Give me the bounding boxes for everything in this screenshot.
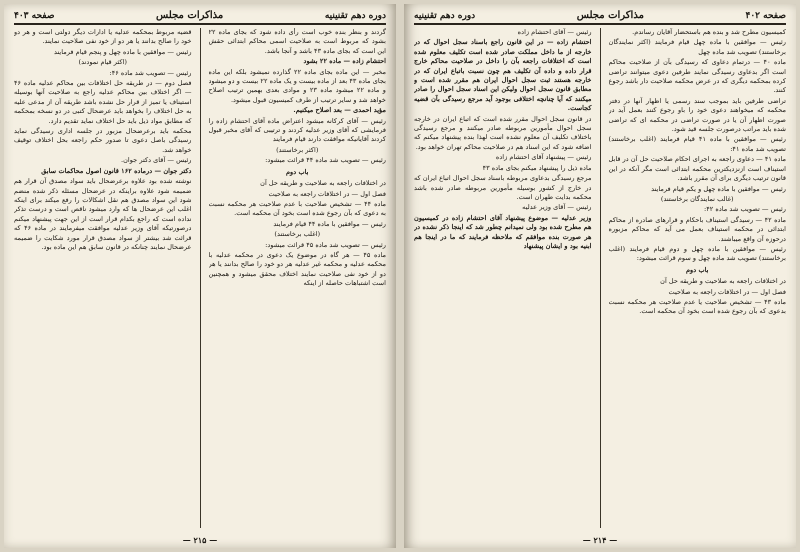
paragraph: رئیس — تصویب شد ماده ۴۵ قرائت میشود: xyxy=(265,240,386,249)
speaker-paragraph: احتشام زاده — ماده ۲۲ بشود xyxy=(303,57,386,66)
paragraph: در اختلافات راجعه به صلاحیت و طریقه حل آن xyxy=(260,179,386,188)
speaker-paragraph: مؤید احمدی — بعد اصلاح میکنیم. xyxy=(293,106,386,115)
vote-result: (اکثر برخاستند) xyxy=(276,145,319,154)
left-page-columns xyxy=(14,28,386,528)
left-page xyxy=(4,4,396,548)
left-folio: — ۲۱۵ — xyxy=(182,535,218,545)
paragraph: ماده ۴۴ — تشخیص صلاحیت با عدم صلاحیت هر محکمه نسبت به دعوی که بآن رجوع شده است بخود آن محکمه است. xyxy=(208,199,386,218)
paragraph: رئیس — آقای وزیر عدلیه xyxy=(522,203,592,212)
paragraph: ماده ۴۲ — رسیدگی استیناف باحکام و قرارهای صادره از محاکم ابتدائی در محکمه استیناف بعمل می آید که محاکم مزبوره درحوزه آن واقع میباشند. xyxy=(608,215,786,243)
right-page-number: صفحه ۴۰۲ xyxy=(745,10,786,21)
right-page xyxy=(404,4,796,548)
paragraph: رئیس — موافقین با ماده ۴۱ قیام فرمایند (اغلب برخاستند) تصویب شد ماده ۴۱: xyxy=(608,135,786,153)
left-page-column-left xyxy=(14,28,192,528)
speaker-paragraph: دکتر جوان — درماده ۱۶۲ قانون اصول محاکمات سابق xyxy=(41,166,192,175)
paragraph: ماده ۴۳ — تشخیص صلاحیت یا عدم صلاحیت هر محکمه نسبت بدعوی که بآن رجوع شده است بخود آن محکمه است. xyxy=(608,297,786,316)
paragraph: مخبر — این ماده بجای ماده ۲۲ گذارده نمیشود بلکه این ماده بجای ماده ۴۳ بعد از ماده بیست و یک ماده ۲۲ بیست و دو میشود و ماده ۲۲ میشود ماده ۲۳ و موادی بعدی بهمین ترتیب اصلاح خواهد شد و سایر ترتیب از طرف کمیسیون قبول میشود. xyxy=(208,67,386,104)
paragraph: ماده ۴۱ — دعاوی راجعه به اجرای احکام صلاحیت حل آن در قابل استیناف است ازنزدیکترین محکمه ابتدائی است مگر آنکه در این قانون ترتیب دیگری برای آن مقرر باشد. xyxy=(608,155,786,183)
paragraph: رئیس — موافقین با ماده چهل قیام فرمایند (اکثر نمایندگان برخاستند) تصویب شد ماده چهل xyxy=(608,38,786,56)
paragraph: فصل اول — در اختلافات راجعه به صلاحیت xyxy=(668,287,786,296)
paragraph: ماده ۴۰ — درتمام دعاوی که رسیدگی بآن از صلاحیت محاکم است اگر بدعاوی رسیدگی نمایند طرفین دعوی میتوانند تراضی کرده بمحکمه دیگری که در عرض محکمه صلاحیت دار باشد رجوع کنند. xyxy=(608,58,786,95)
left-page-column-right xyxy=(209,28,387,528)
paragraph: رئیس — تصویب شد ماده ۴۴ قرائت میشود: xyxy=(265,156,386,165)
left-session-label: دوره دهم تقنینیه xyxy=(324,10,386,21)
paragraph: رئیس — تصویب شد ماده ۴۶: xyxy=(109,68,192,77)
paragraph: ماده ذیل را پیشنهاد میکنم بجای ماده ۴۳ xyxy=(482,163,592,172)
paragraph: مرجع رسیدگی بدعاوی مربوطه باسناد سجل احوال اتباع ایران که در خارج از کشور بوسیله مأمورین مربوطه صادر شده باشد محکمه بدایت طهران است. xyxy=(414,174,592,201)
paragraph: ماده ۴۵ — هر گاه در موضوع یک دعوی در محکمه عدلیه با محکمه عدلیه و محکمه غیر عدلیه هر دو خود را صالح بدانند یا هر دو از خود نفی صلاحیت نمایند اختلاف محقق میشود و همچنین است اشتباهات حاصله از اینکه xyxy=(208,250,386,288)
paragraph: محکمه باید برعرضحال مزبور در جلسه اداری رسیدگی نماید رسیدگی باصل دعوی تا صدور حکم راجعه بحل اختلاف توقیف خواهد شد. xyxy=(14,127,192,154)
right-page-columns xyxy=(414,28,786,528)
vote-result: (اکثر قیام نمودند) xyxy=(78,58,127,67)
speaker-paragraph: احتشام زاده — در این قانون راجع باسناد سجل احوال که در خارجه از ما داخل مملکت صادر شده است تکلیف معلوم شده است که اختلافات راجعه بآن را داخل در صلاحیت محاکم خارج قرار داده و داده آن تکلیف هم چون نسبت باتباع ایران که در خارجه هستند ثبت سجل احوال ایران هم مقرر شده است و مطابق قانون سجل احوال ولیکن این اسناد سجل احوال را صادر میکنند که آیا چنانچه اختلافی بوجود آید مرجع رسیدگی بآن قضیه کجاست. xyxy=(414,38,592,113)
right-session-label: دوره دهم تقنینیه xyxy=(414,10,476,21)
left-page-title: مذاکرات مجلس xyxy=(156,10,224,21)
paragraph: رئیس — موافقین با ماده چهل و دوم قیام فرمایند (اغلب برخاستند) تصویب شد ماده چهل و سوم قرائت میشود: xyxy=(608,244,786,263)
vote-result: (غالب نمایندگان برخاستند) xyxy=(660,194,734,203)
right-page-column-left xyxy=(414,28,592,528)
paragraph: گردند و بنظر بنده خوب است رأی داده شود که بجای ماده ۲۲ بشود که مربوط است به صلاحیت اسمی محاکم ابتدائی حقش این است که بجای ماده ۴۳ باشد و آنجا باشد. xyxy=(208,28,386,55)
paragraph: در قانون سجل احوال مقرر شده است که اتباع ایران در خارجه سجل احوال مأمورین مربوطه صادر میکنند و مرجع رسیدگی باختلاف تکلیف آن معلوم نشده است لهذا بنده پیشنهاد میکنم که اضافه شود که این اسناد هم در صلاحیت محاکم تهران خواهد بود. xyxy=(414,114,592,151)
paragraph: رئیس — آقای کرکانه میشود اعتراض ماده آقای احتشام زاده را فرمایشی که آقای وزیر عدلیه کردند و ترتیبی که آقای مخبر قبول کردند آقایانیکه موافقت دارند قیام فرمایند xyxy=(208,116,386,144)
section-heading: باب دوم xyxy=(285,167,309,176)
paragraph: نوشته شده بود علاوه برعرضحال باید سواد مصدق آن قرار هم ضمیمه شود علاوه براینکه در عرضحال مسئله ذکر شده منضم شود این سواد مصدق هم نقل اشکالات را رفع میکند برای اینکه اغلب این عرضحال ها که وارد میشود ناقص است و درست تذکر نداده است که راجع بکدام قرار است از این جهت پیشنهاد میکنم درصورتیکه آقای وزیر عدلیه موافقت میفرمایند در ماده ۴۶ که قرائت شد بیشتر از سواد مصدق قرار مورد شکایت را ضمیمه عرضحال نمایند چنانکه در قانون سابق هم این ماده بود. xyxy=(14,177,192,251)
paragraph: کمیسیون مطرح شد و بنده هم باستحضار آقایان رساندم. xyxy=(632,28,786,36)
left-page-header xyxy=(14,10,386,25)
paragraph: رئیس — آقای دکتر جوان. xyxy=(120,156,192,165)
right-page-title: مذاکرات مجلس xyxy=(576,10,644,21)
paragraph: رئیس — تصویب شد ماده ۴۲: xyxy=(703,205,786,214)
paragraph: رئیس — موافقین با ماده چهل و پنجم قیام فرمایند xyxy=(53,47,192,56)
column-divider xyxy=(600,28,601,528)
right-page-header xyxy=(414,10,786,25)
paragraph: رئیس — موافقین با ماده ۴۴ قیام فرمایند xyxy=(273,219,386,228)
paragraph: در اختلافات راجعه به صلاحیت و طریقه حل آن xyxy=(660,277,786,286)
paragraph: رئیس — موافقین با ماده چهل و یکم قیام فرمایند xyxy=(651,184,786,193)
paragraph: رئیس — پیشنهاد آقای احتشام زاده xyxy=(495,153,592,162)
right-page-column-right xyxy=(609,28,787,528)
paragraph: قضیه مربوط بمحکمه عدلیه یا ادارات دیگر دولتی است و هر دو خود را صالح بدانند یا هر دو از خود نفی صلاحیت نمایند. xyxy=(14,28,192,46)
paragraph: فصل دوم — در طریقه حل اختلافات بین محاکم عدلیه ماده ۴۶ — اگر اختلاف بین محاکم عدلیه راجع به صلاحیت آنها بوسیله استیناف یا تمیز از قرار حل نشده باشد طریقه آن از مدعی علیه به حل اختلاف را بخواهد باید عرضحال کتبی در دو نسخه بمحکمه که مطابق مواد ذیل باید حل اختلاف نماید تقدیم دارد. xyxy=(14,79,192,125)
speaker-paragraph: وزیر عدلیه — موضوع پیشنهاد آقای احتشام زاده در کمیسیون هم مطرح شده بود ولی نمیدانم چطور شد که اینجا ذکر نشده در هر صورت بنده موافقم که ملاحظه فرمایند که ما در اینجا هم ابنیه بود و ایشان پیشنهاد xyxy=(414,213,592,250)
column-divider xyxy=(200,28,201,528)
paragraph: تراضی طرفین باید بموجب سند رسمی یا اظهار آنها در دفتر محکمه که میخواهند دعوی خود را باو رجوع کنند بعمل آید در صورت اظهار آن یا در صورت تراضی در محکمه ای که تراضی شده باید مراتب درصورت جلسه قید شود. xyxy=(608,96,786,134)
book-spread xyxy=(4,4,796,548)
vote-result: (اغلب برخاستند) xyxy=(274,230,321,239)
paragraph: فصل اول — در اختلافات راجعه به صلاحیت xyxy=(268,189,386,198)
paragraph: رئیس — آقای احتشام زاده xyxy=(517,28,592,36)
section-heading: باب دوم xyxy=(685,265,709,274)
left-page-number: صفحه ۴۰۳ xyxy=(14,10,55,21)
right-folio: — ۲۱۴ — xyxy=(582,535,618,545)
